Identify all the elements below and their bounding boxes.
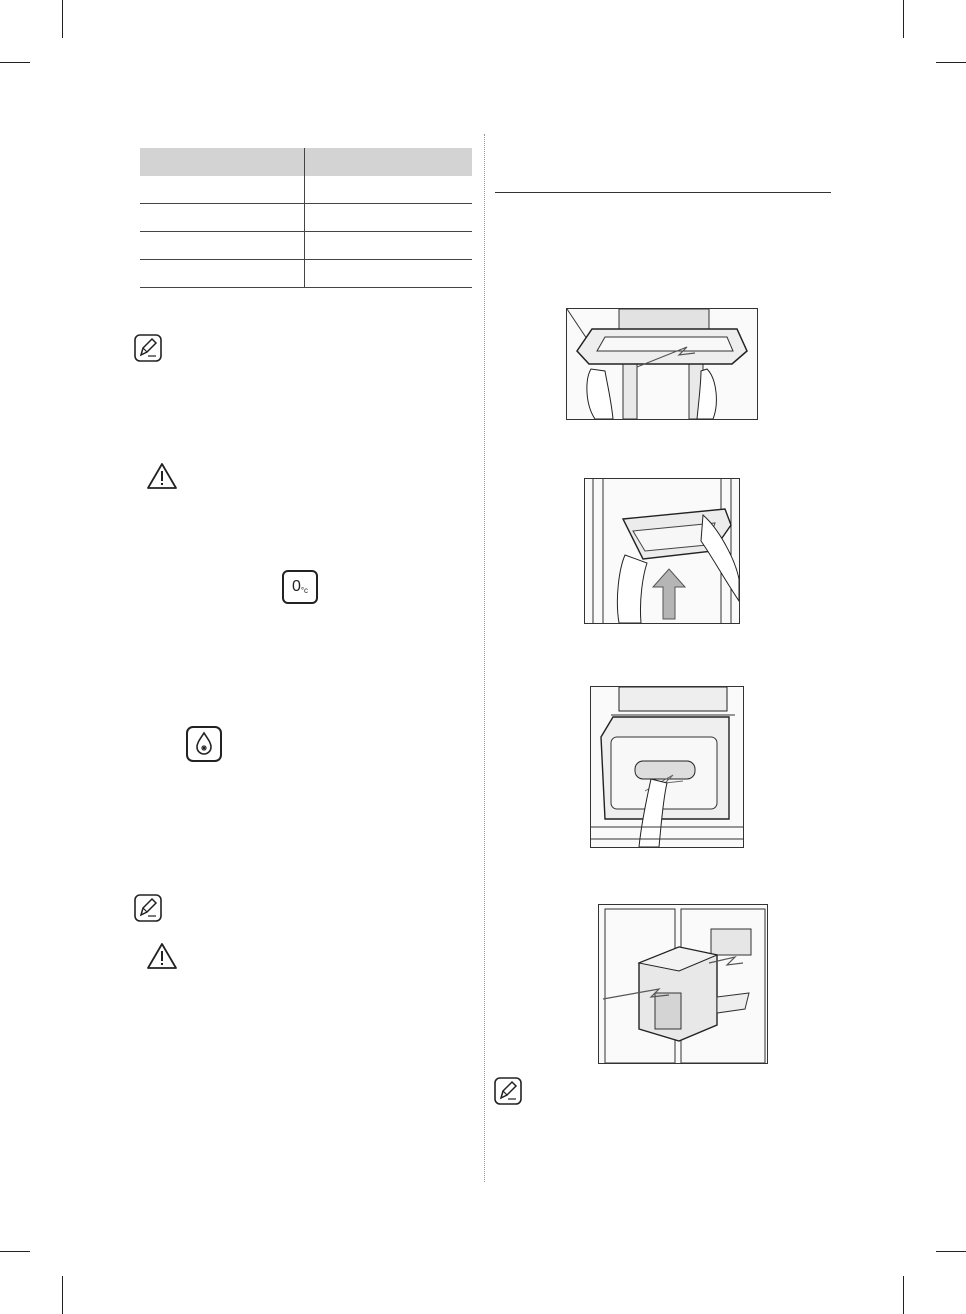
note-icon [134, 894, 162, 922]
crop-mark [62, 0, 63, 38]
zero-degree-label: 0 [291, 578, 301, 595]
celsius-glyph: °c [300, 585, 309, 595]
table-cell [140, 232, 305, 259]
crop-mark [903, 1276, 904, 1314]
table-row [140, 204, 472, 232]
ice-maker-removal-illustration [598, 904, 768, 1064]
table-cell [140, 260, 305, 287]
warning-icon [146, 942, 178, 970]
pulling-drawer-illustration [590, 686, 744, 848]
table-cell [305, 232, 472, 259]
crop-mark [936, 62, 966, 63]
table-cell [140, 204, 305, 231]
warning-icon [146, 462, 178, 490]
table-header [140, 148, 472, 176]
table-cell [305, 204, 472, 231]
column-divider [484, 134, 485, 1182]
table-row [140, 232, 472, 260]
note-icon [494, 1077, 522, 1105]
water-ice-button-icon [186, 726, 222, 762]
section-title-rule [495, 192, 831, 193]
crop-mark [0, 62, 30, 63]
zero-degree-button-icon [282, 570, 318, 604]
table-row [140, 176, 472, 204]
table-header-cell [140, 148, 305, 176]
lifting-bin-illustration [584, 478, 740, 624]
note-icon [134, 334, 162, 362]
table-cell [305, 176, 472, 203]
table-row [140, 260, 472, 288]
table-header-cell [305, 148, 472, 176]
removing-tray-illustration [566, 308, 758, 420]
crop-mark [936, 1251, 966, 1252]
table-cell [140, 176, 305, 203]
table-cell [305, 260, 472, 287]
crop-mark [0, 1251, 30, 1252]
crop-mark [903, 0, 904, 38]
spec-table [140, 148, 472, 288]
crop-mark [62, 1276, 63, 1314]
